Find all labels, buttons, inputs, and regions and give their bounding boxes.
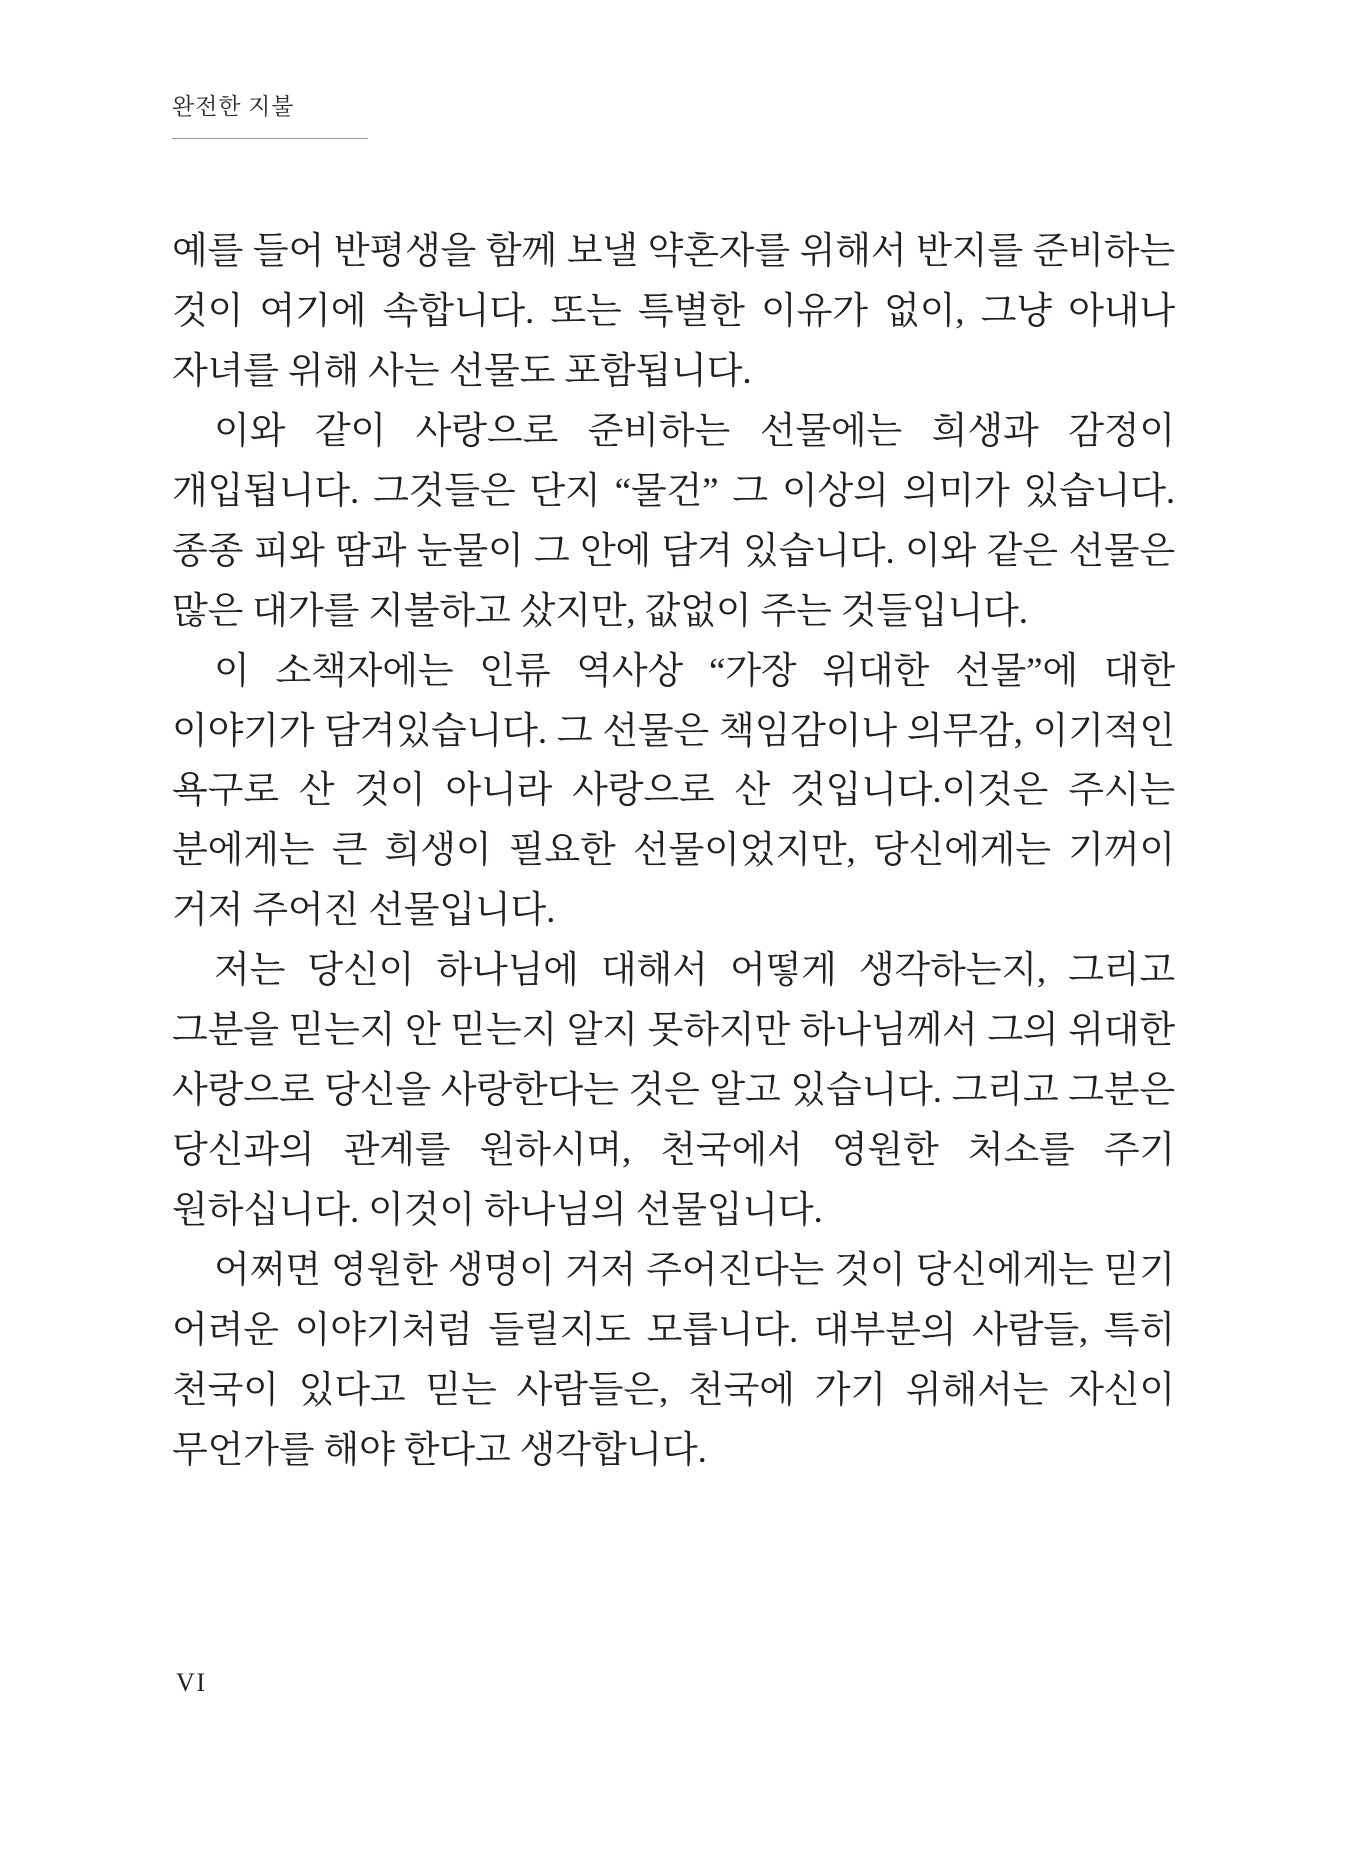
body-text-block [172,222,1175,1481]
paragraph: 예를 들어 반평생을 함께 보낼 약혼자를 위해서 반지를 준비하는 것이 여기에 속합니다. 또는 특별한 이유가 없이, 그냥 아내나 자녀를 위해 사는 선물도 포함됩니다. [172,231,1175,392]
paragraph: 이와 같이 사랑으로 준비하는 선물에는 희생과 감정이 개입됩니다. 그것들은 단지 “물건” 그 이상의 의미가 있습니다. 종종 피와 땀과 눈물이 그 안에 담겨 있습니다. 이와 같은 선물은 많은 대가를 지불하고 샀지만, 값없이 주는 것들입니다. [172,410,1175,632]
paragraph: 어쩌면 영원한 생명이 거저 주어진다는 것이 당신에게는 믿기 어려운 이야기처럼 들릴지도 모릅니다. 대부분의 사람들, 특히 천국이 있다고 믿는 사람들은, 천국에 가기 위해서는 자신이 무언가를 해야 한다고 생각합니다. [172,1249,1175,1471]
paragraph: 저는 당신이 하나님에 대해서 어떻게 생각하는지, 그리고 그분을 믿는지 안 믿는지 알지 못하지만 하나님께서 그의 위대한 사랑으로 당신을 사랑한다는 것은 알고 있습니다. 그리고 그분은 당신과의 관계를 원하시며, 천국에서 영원한 처소를 주기 원하십니다. 이것이 하나님의 선물입니다. [172,950,1175,1231]
page-number: VI [176,1668,207,1697]
running-head-title: 완전한 지불 [172,94,295,119]
paragraph: 이 소책자에는 인류 역사상 “가장 위대한 선물”에 대한 이야기가 담겨있습니다. 그 선물은 책임감이나 의무감, 이기적인 욕구로 산 것이 아니라 사랑으로 산 것입니다.이것은 주시는 분에게는 큰 희생이 필요한 선물이었지만, 당신에게는 기꺼이 거저 주어진 선물입니다. [172,650,1175,932]
running-head-rule [172,138,368,139]
running-head [172,92,572,139]
